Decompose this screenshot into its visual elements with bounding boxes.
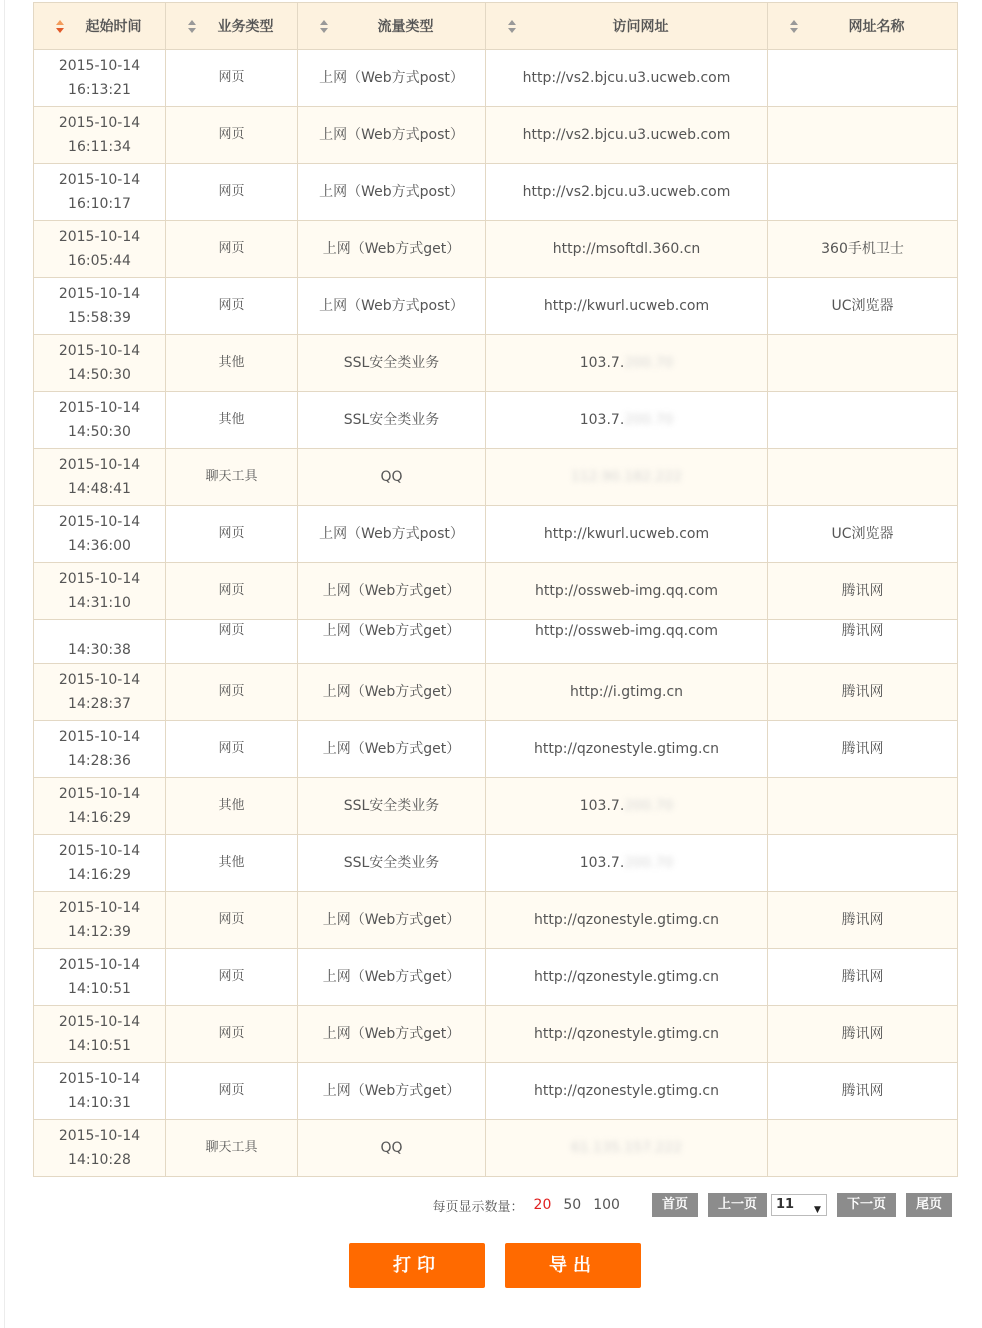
cell-url-text: http://vs2.bjcu.u3.ucweb.com — [522, 184, 731, 200]
cell-url-text: http://qzonestyle.gtimg.cn — [533, 741, 719, 757]
cell-url — [486, 506, 768, 563]
cell-time: 14:31:10 — [68, 595, 131, 611]
cell-business-type: 聊天工具 — [166, 1120, 298, 1177]
table-row — [34, 563, 958, 620]
table-row — [34, 392, 958, 449]
cell-site-name: UC浏览器 — [768, 278, 958, 335]
page-number-select[interactable] — [771, 1194, 827, 1216]
table-row — [34, 107, 958, 164]
cell-business-type: 网页 — [166, 664, 298, 721]
cell-site-name — [768, 107, 958, 164]
cell-url — [486, 892, 768, 949]
table-row — [34, 221, 958, 278]
cell-traffic-type: 上网（Web方式post） — [298, 278, 486, 335]
cell-start-time — [34, 1006, 166, 1063]
cell-start-time — [34, 563, 166, 620]
cell-traffic-type: 上网（Web方式get） — [298, 221, 486, 278]
cell-url-text: http://i.gtimg.cn — [569, 684, 684, 700]
cell-url — [486, 107, 768, 164]
cell-url-text: http://qzonestyle.gtimg.cn — [533, 1026, 719, 1042]
cell-date: 2015-10-14 — [58, 729, 141, 745]
cell-site-name — [768, 1120, 958, 1177]
cell-time: 14:28:36 — [68, 753, 131, 769]
cell-traffic-type: 上网（Web方式get） — [298, 1006, 486, 1063]
cell-site-name: 腾讯网 — [768, 721, 958, 778]
cell-business-type: 网页 — [166, 892, 298, 949]
cell-url — [486, 392, 768, 449]
next-page-button[interactable]: 下一页 — [837, 1193, 896, 1217]
cell-url-text: 103.7. — [579, 855, 625, 871]
table-row — [34, 50, 958, 107]
page-number-value: 11 — [775, 1197, 795, 1212]
cell-business-type: 网页 — [166, 221, 298, 278]
cell-url — [486, 778, 768, 835]
cell-traffic-type: 上网（Web方式get） — [298, 620, 486, 664]
cell-site-name — [768, 778, 958, 835]
cell-start-time — [34, 164, 166, 221]
cell-site-name: 腾讯网 — [768, 949, 958, 1006]
page-size-option-20[interactable]: 20 — [533, 1197, 552, 1213]
cell-start-time — [34, 1063, 166, 1120]
cell-url-redacted: 200.70 — [624, 855, 674, 871]
print-button[interactable]: 打印 — [349, 1243, 485, 1288]
cell-business-type: 网页 — [166, 506, 298, 563]
cell-traffic-type: SSL安全类业务 — [298, 778, 486, 835]
cell-url-text: http://msoftdl.360.cn — [552, 241, 701, 257]
cell-url-redacted: 200.70 — [624, 412, 674, 428]
cell-url — [486, 335, 768, 392]
cell-url-text: http://qzonestyle.gtimg.cn — [533, 912, 719, 928]
cell-traffic-type: 上网（Web方式post） — [298, 506, 486, 563]
cell-business-type: 网页 — [166, 50, 298, 107]
cell-url — [486, 1006, 768, 1063]
cell-time: 14:50:30 — [68, 424, 131, 440]
table-row — [34, 278, 958, 335]
cell-url-redacted: 200.70 — [624, 355, 674, 371]
cell-date: 2015-10-14 — [58, 286, 141, 302]
table-row — [34, 721, 958, 778]
table-row — [34, 449, 958, 506]
cell-traffic-type: SSL安全类业务 — [298, 335, 486, 392]
cell-url-text: http://ossweb-img.qq.com — [534, 623, 719, 639]
cell-time: 16:11:34 — [68, 139, 131, 155]
cell-business-type: 网页 — [166, 620, 298, 664]
cell-url — [486, 278, 768, 335]
column-header-business-type[interactable] — [166, 3, 298, 50]
cell-date: 2015-10-14 — [58, 514, 141, 530]
cell-date: 2015-10-14 — [58, 571, 141, 587]
cell-start-time — [34, 1120, 166, 1177]
cell-time: 14:10:28 — [68, 1152, 131, 1168]
cell-site-name: 腾讯网 — [768, 1006, 958, 1063]
cell-start-time — [34, 664, 166, 721]
table-row — [34, 664, 958, 721]
cell-time: 14:10:51 — [68, 1038, 131, 1054]
cell-url-text: http://qzonestyle.gtimg.cn — [533, 1083, 719, 1099]
cell-traffic-type: 上网（Web方式post） — [298, 50, 486, 107]
cell-traffic-type: 上网（Web方式get） — [298, 1063, 486, 1120]
sort-icon[interactable] — [320, 20, 330, 34]
table-row — [34, 1120, 958, 1177]
cell-date: 2015-10-14 — [58, 957, 141, 973]
column-header-start-time[interactable] — [34, 3, 166, 50]
table-row — [34, 835, 958, 892]
pagination-bar — [433, 1193, 952, 1217]
table-row — [34, 892, 958, 949]
cell-site-name — [768, 335, 958, 392]
cell-url-redacted: 200.70 — [624, 798, 674, 814]
cell-site-name: 腾讯网 — [768, 892, 958, 949]
cell-date: 2015-10-14 — [58, 172, 141, 188]
cell-url-text: http://kwurl.ucweb.com — [543, 526, 710, 542]
cell-business-type: 网页 — [166, 164, 298, 221]
cell-start-time — [34, 506, 166, 563]
cell-date: 2015-10-14 — [58, 1128, 141, 1144]
cell-traffic-type: 上网（Web方式get） — [298, 949, 486, 1006]
cell-business-type: 其他 — [166, 392, 298, 449]
cell-url — [486, 1120, 768, 1177]
cell-start-time — [34, 778, 166, 835]
cell-business-type: 网页 — [166, 1006, 298, 1063]
cell-start-time — [34, 721, 166, 778]
cell-time: 14:16:29 — [68, 810, 131, 826]
page-size-option-50[interactable]: 50 — [563, 1197, 582, 1213]
cell-start-time — [34, 449, 166, 506]
cell-url — [486, 563, 768, 620]
table-row — [34, 335, 958, 392]
cell-url — [486, 50, 768, 107]
cell-date: 2015-10-14 — [58, 672, 141, 688]
cell-site-name — [768, 164, 958, 221]
table-row — [34, 1006, 958, 1063]
cell-date: 2015-10-14 — [58, 843, 141, 859]
cell-site-name: 腾讯网 — [768, 620, 958, 664]
table-row — [34, 620, 958, 664]
cell-url — [486, 449, 768, 506]
cell-traffic-type: QQ — [298, 1120, 486, 1177]
cell-business-type: 网页 — [166, 107, 298, 164]
table-header-row — [34, 3, 958, 50]
cell-start-time — [34, 50, 166, 107]
cell-time: 14:48:41 — [68, 481, 131, 497]
cell-site-name — [768, 50, 958, 107]
cell-start-time — [34, 335, 166, 392]
column-header-label: 流量类型 — [377, 19, 434, 35]
sort-icon[interactable] — [790, 20, 800, 34]
cell-business-type: 网页 — [166, 949, 298, 1006]
cell-start-time — [34, 392, 166, 449]
cell-start-time — [34, 892, 166, 949]
cell-date: 2015-10-14 — [58, 457, 141, 473]
cell-time: 14:10:51 — [68, 981, 131, 997]
cell-date: 2015-10-14 — [58, 1014, 141, 1030]
cell-time: 14:28:37 — [68, 696, 131, 712]
cell-site-name — [768, 392, 958, 449]
cell-start-time — [34, 835, 166, 892]
cell-time: 14:30:38 — [68, 642, 131, 658]
cell-date: 2015-10-14 — [58, 229, 141, 245]
cell-time: 14:16:29 — [68, 867, 131, 883]
cell-date: 2015-10-14 — [58, 400, 141, 416]
cell-url — [486, 620, 768, 664]
cell-time: 16:10:17 — [68, 196, 131, 212]
cell-business-type: 网页 — [166, 278, 298, 335]
cell-time: 16:13:21 — [68, 82, 131, 98]
cell-url-text: http://qzonestyle.gtimg.cn — [533, 969, 719, 985]
cell-site-name: 腾讯网 — [768, 563, 958, 620]
cell-business-type: 网页 — [166, 563, 298, 620]
cell-business-type: 其他 — [166, 778, 298, 835]
cell-url — [486, 221, 768, 278]
cell-url — [486, 721, 768, 778]
cell-start-time — [34, 221, 166, 278]
cell-url — [486, 949, 768, 1006]
column-header-label: 访问网址 — [612, 19, 669, 35]
cell-date: 2015-10-14 — [58, 786, 141, 802]
cell-date: 2015-10-14 — [58, 58, 141, 74]
dropdown-caret-icon: ▼ — [814, 1205, 821, 1215]
cell-traffic-type: SSL安全类业务 — [298, 835, 486, 892]
sort-icon[interactable] — [188, 20, 198, 34]
table-row — [34, 1063, 958, 1120]
cell-start-time — [34, 107, 166, 164]
table-row — [34, 949, 958, 1006]
cell-business-type: 网页 — [166, 1063, 298, 1120]
cell-business-type: 其他 — [166, 835, 298, 892]
column-header-url[interactable] — [486, 3, 768, 50]
prev-page-button[interactable]: 上一页 — [708, 1193, 767, 1217]
export-button[interactable]: 导出 — [505, 1243, 641, 1288]
cell-traffic-type: QQ — [298, 449, 486, 506]
first-page-button[interactable]: 首页 — [652, 1193, 698, 1217]
cell-url-text: http://kwurl.ucweb.com — [543, 298, 710, 314]
cell-site-name: UC浏览器 — [768, 506, 958, 563]
cell-url — [486, 835, 768, 892]
cell-site-name — [768, 449, 958, 506]
cell-date: 2015-10-14 — [58, 1071, 141, 1087]
cell-site-name: 腾讯网 — [768, 664, 958, 721]
cell-traffic-type: SSL安全类业务 — [298, 392, 486, 449]
cell-url-text: http://ossweb-img.qq.com — [534, 583, 719, 599]
column-header-label: 起始时间 — [85, 19, 142, 35]
table-row — [34, 506, 958, 563]
cell-traffic-type: 上网（Web方式get） — [298, 892, 486, 949]
cell-url-redacted: 112.90.182.222 — [570, 469, 683, 485]
cell-time: 14:36:00 — [68, 538, 131, 554]
cell-business-type: 网页 — [166, 721, 298, 778]
cell-time: 14:12:39 — [68, 924, 131, 940]
cell-start-time — [34, 278, 166, 335]
cell-traffic-type: 上网（Web方式get） — [298, 721, 486, 778]
cell-start-time — [34, 949, 166, 1006]
cell-traffic-type: 上网（Web方式post） — [298, 107, 486, 164]
cell-url-text: http://vs2.bjcu.u3.ucweb.com — [522, 127, 731, 143]
column-header-site-name[interactable] — [768, 3, 958, 50]
cell-business-type: 聊天工具 — [166, 449, 298, 506]
cell-site-name: 腾讯网 — [768, 1063, 958, 1120]
cell-site-name — [768, 835, 958, 892]
cell-url-text: 103.7. — [579, 355, 625, 371]
cell-date: 2015-10-14 — [58, 900, 141, 916]
cell-url-text: http://vs2.bjcu.u3.ucweb.com — [522, 70, 731, 86]
cell-time: 16:05:44 — [68, 253, 131, 269]
column-header-traffic-type[interactable] — [298, 3, 486, 50]
column-header-label: 业务类型 — [217, 19, 274, 35]
cell-date: 2015-10-14 — [58, 115, 141, 131]
cell-url-text: 103.7. — [579, 798, 625, 814]
table-body — [34, 50, 958, 1177]
cell-time: 14:10:31 — [68, 1095, 131, 1111]
per-page-label: 每页显示数量： — [432, 1199, 524, 1215]
column-header-label: 网址名称 — [848, 19, 905, 35]
traffic-log-table — [33, 2, 958, 1177]
page-size-option-100[interactable]: 100 — [593, 1197, 620, 1213]
page-edge-divider — [4, 0, 5, 1328]
cell-url — [486, 664, 768, 721]
last-page-button[interactable]: 尾页 — [906, 1193, 952, 1217]
cell-time: 15:58:39 — [68, 310, 131, 326]
cell-business-type: 其他 — [166, 335, 298, 392]
cell-url-text: 103.7. — [579, 412, 625, 428]
table-row — [34, 778, 958, 835]
cell-start-time — [34, 620, 166, 664]
cell-time: 14:50:30 — [68, 367, 131, 383]
sort-icon[interactable] — [56, 20, 66, 34]
cell-url — [486, 164, 768, 221]
cell-url — [486, 1063, 768, 1120]
cell-url-redacted: 61.135.157.222 — [570, 1140, 683, 1156]
sort-icon[interactable] — [508, 20, 518, 34]
table-row — [34, 164, 958, 221]
cell-traffic-type: 上网（Web方式post） — [298, 164, 486, 221]
cell-site-name: 360手机卫士 — [768, 221, 958, 278]
cell-traffic-type: 上网（Web方式get） — [298, 563, 486, 620]
cell-date: 2015-10-14 — [58, 343, 141, 359]
cell-traffic-type: 上网（Web方式get） — [298, 664, 486, 721]
